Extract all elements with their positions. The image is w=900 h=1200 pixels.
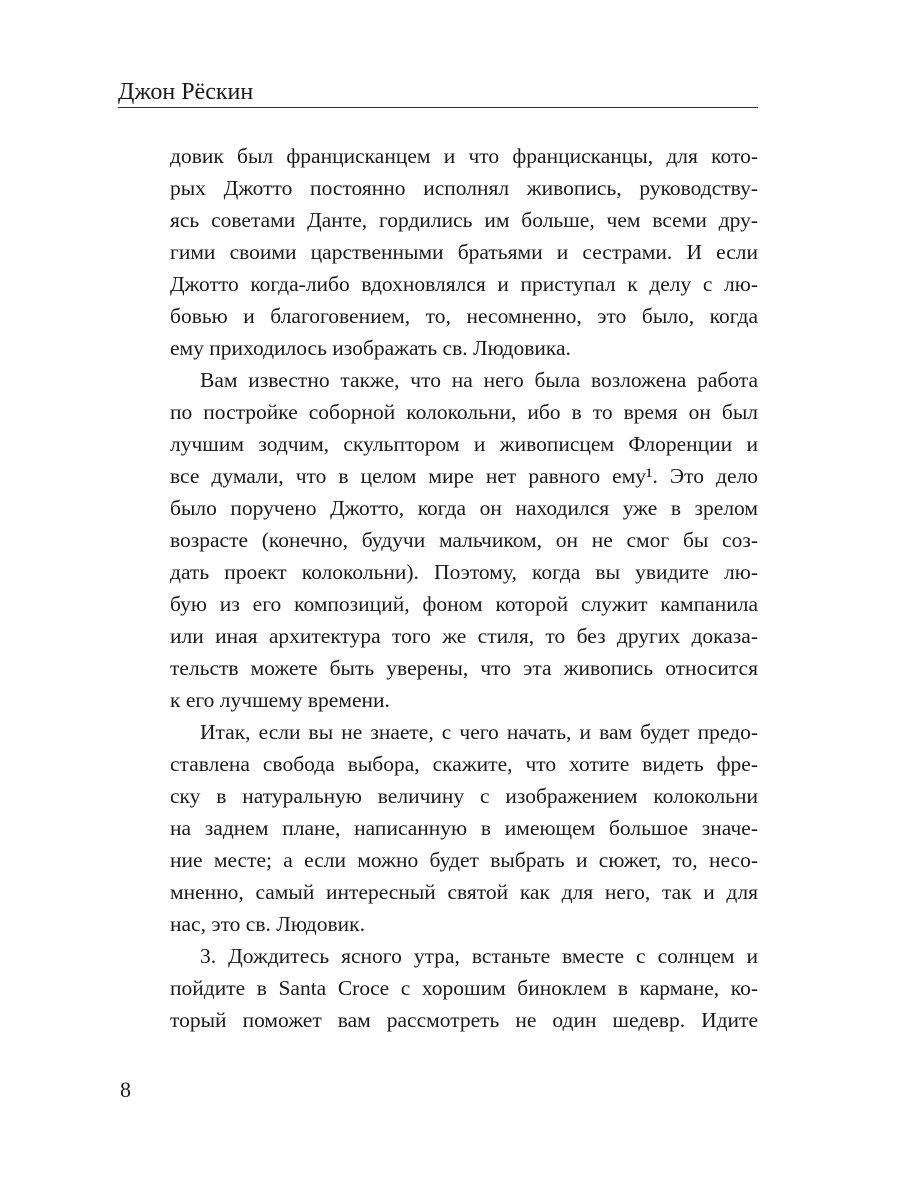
text-line: 3. Дождитесь ясного утра, встаньте вместе с солнцем и [200,944,758,968]
text-line: ясь советами Данте, гордились им больше, чем всеми дру- [170,208,758,232]
text-line: ску в натуральную величину с изображением колокольни [170,784,758,808]
text-line: на заднем плане, написанную в имеющем большое значе- [170,816,758,840]
text-line: бовью и благоговением, то, несомненно, это было, когда [170,304,758,328]
paragraph [170,364,758,716]
page-number: 8 [120,1077,131,1102]
text-line: ему приходилось изображать св. Людовика. [170,336,571,360]
text-line: лучшим зодчим, скульптором и живописцем Флоренции и [170,432,758,456]
text-line: тельств можете быть уверены, что эта живопись относится [170,656,758,680]
text-line: Джотто когда-либо вдохновлялся и приступал к делу с лю- [170,272,758,296]
text-line: нас, это св. Людовик. [170,912,365,936]
paragraph [170,940,758,1036]
text-line: бую из его композиций, фоном которой служит кампанила [170,592,758,616]
text-line: гими своими царственными братьями и сестрами. И если [170,240,758,264]
text-line: ставлена свобода выбора, скажите, что хотите видеть фре- [170,752,758,776]
paragraph [170,140,758,364]
text-line: дать проект колокольни). Поэтому, когда вы увидите лю- [170,560,758,584]
text-line: пойдите в Santa Croce с хорошим биноклем в кармане, ко- [170,976,758,1000]
text-line: возрасте (конечно, будучи мальчиком, он не смог бы соз- [170,528,758,552]
text-line: Итак, если вы не знаете, с чего начать, и вам будет предо- [200,720,758,744]
text-line: или иная архитектура того же стиля, то без других доказа- [170,624,758,648]
text-line: рых Джотто постоянно исполнял живопись, руководству- [170,176,758,200]
header-rule [118,107,758,108]
text-line: к его лучшему времени. [170,688,390,712]
text-line: все думали, что в целом мире нет равного ему¹. Это дело [170,464,758,488]
text-line: торый поможет вам рассмотреть не один шедевр. Идите [170,1008,758,1032]
text-line: ние месте; а если можно будет выбрать и сюжет, то, несо- [170,848,758,872]
paragraph [170,716,758,940]
text-line: было поручено Джотто, когда он находился уже в зрелом [170,496,758,520]
text-line: по постройке соборной колокольни, ибо в то время он был [170,400,758,424]
running-head: Джон Рёскин [118,79,254,105]
text-line: Вам известно также, что на него была возложена работа [200,368,758,392]
text-line: довик был францисканцем и что францисканцы, для кото- [170,144,758,168]
text-line: мненно, самый интересный святой как для него, так и для [170,880,758,904]
body-text [170,140,758,1036]
